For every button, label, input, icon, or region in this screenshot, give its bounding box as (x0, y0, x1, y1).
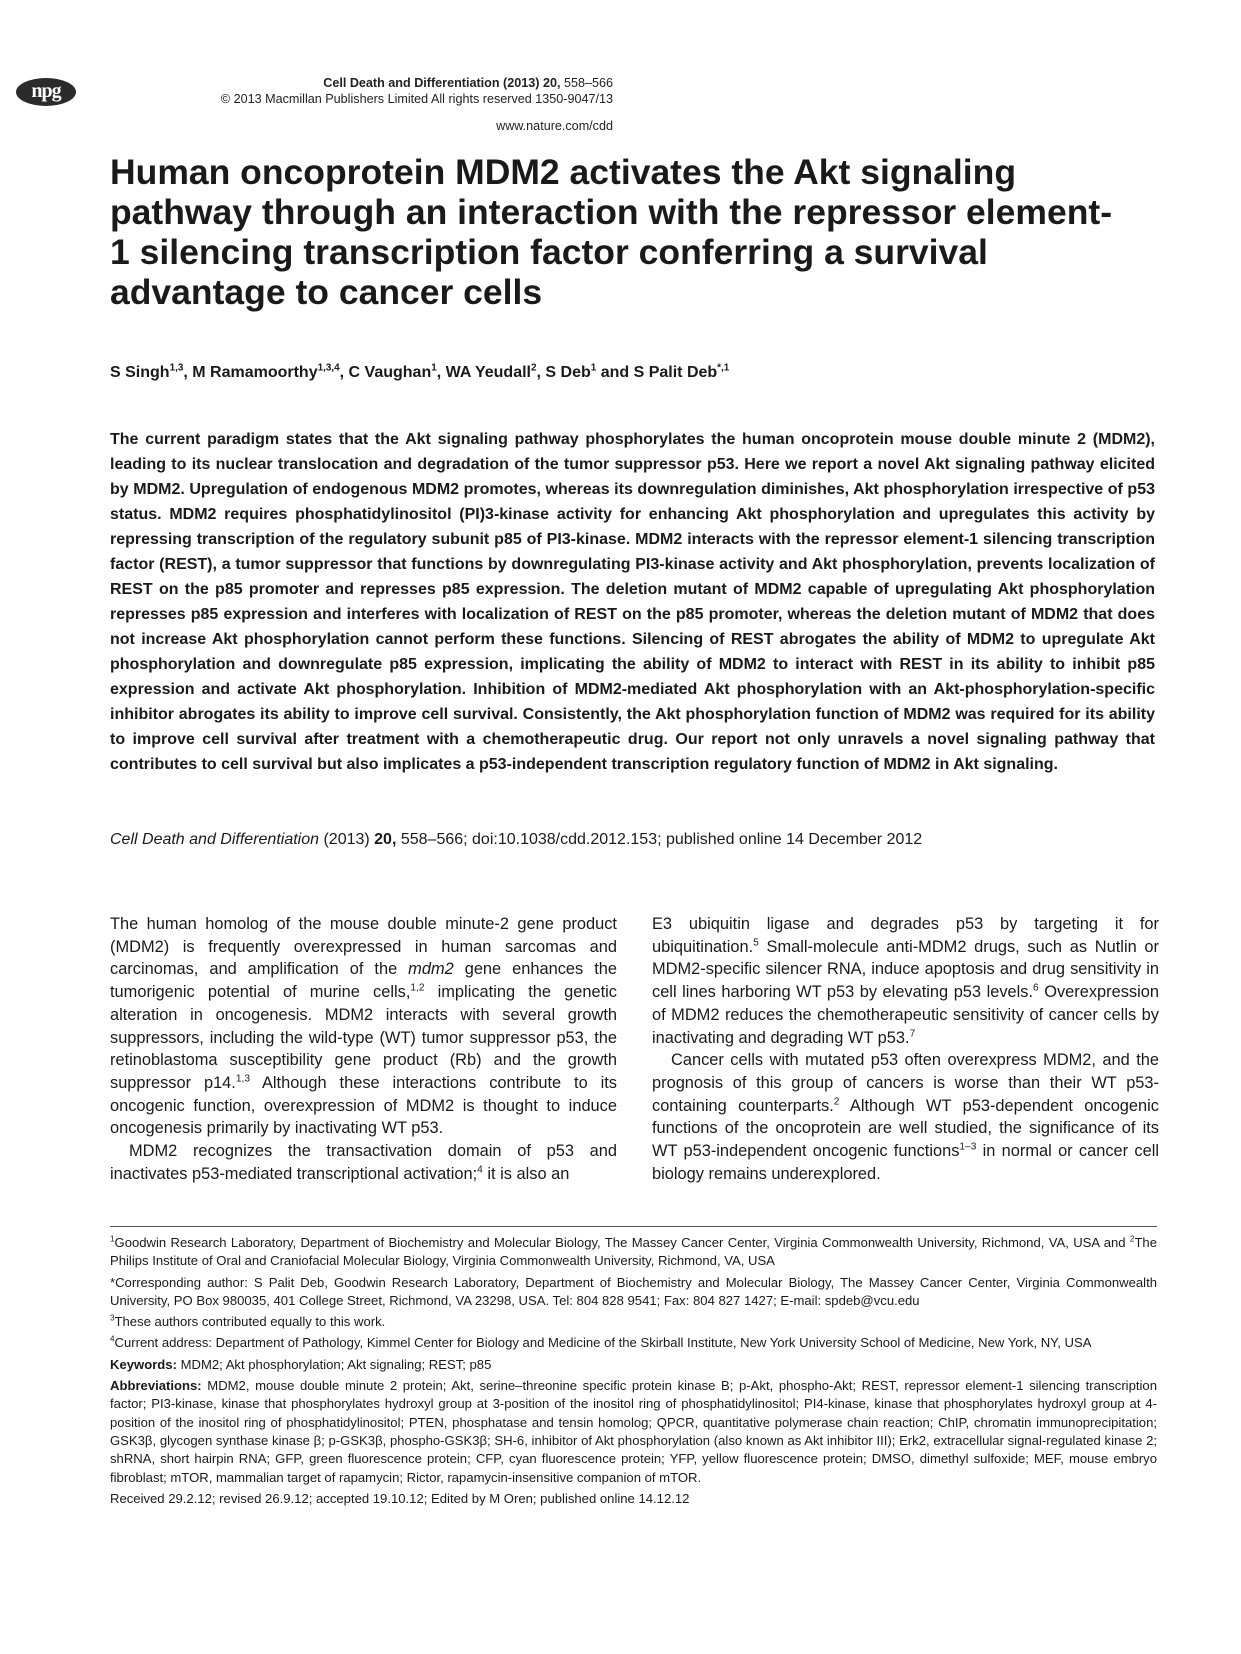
abbreviations-text: MDM2, mouse double minute 2 protein; Akt, serine–threonine specific protein kinase B; p-Akt, phospho-Akt; REST, repressor element-1 silencing transcription factor; PI3-kinase, kinase that phosphorylates hydroxyl group at 3-position of the inositol ring of phosphatidylinositol; PI4-kinase, kinase that phosphorylates hydroxyl group at 4-position of the inositol ring of phosphatidylinositol; PTEN, phosphatase and tensin homolog; QPCR, quantitative polymerase chain reaction; ChIP, chromatin immunoprecipitation; GSK3β, glycogen synthase kinase β; p-GSK3β, phospho-GSK3β; SH-6, inhibitor of Akt phosphorylation (also known as Akt inhibitor III); Erk2, extracellular signal-regulated kinase 2; shRNA, short hairpin RNA; GFP, green fluorescence protein; CFP, cyan fluorescence protein; YFP, yellow fluorescence protein; DMSO, dimethyl sulfoxide; MEF, mouse embryo fibroblast; mTOR, mammalian target of rapamycin; Rictor, rapamycin-insensitive companion of mTOR. (110, 1378, 1157, 1485)
affiliation-marker: 2 (1129, 1234, 1135, 1244)
author-affiliation: 1 (590, 362, 597, 374)
corresponding-author: *Corresponding author: S Palit Deb, Goodwin Research Laboratory, Department of Biochemistry and Molecular Biology, The Massey Cancer Center, Virginia Commonwealth University, PO Box 980035, 401 College Street, Richmond, VA 23298, USA. Tel: 804 828 9541; Fax: 804 827 1427; E-mail: spdeb@vcu.edu (110, 1274, 1157, 1308)
text-run: Although WT p53-dependent oncogenic functions of the oncoprotein are well studied, the significance of its WT p53-independent oncogenic functions (652, 1096, 1159, 1161)
author-separator: and (596, 364, 634, 381)
citation-year: (2013) (319, 831, 375, 848)
keywords-label: Keywords: (110, 1356, 177, 1372)
affiliations (110, 1234, 1157, 1271)
text-run: E3 ubiquitin ligase and degrades p53 by targeting it for ubiquitination. (652, 915, 1159, 956)
article-citation (110, 829, 1160, 851)
journal-pages: 558–566 (563, 76, 613, 90)
abstract: The current paradigm states that the Akt signaling pathway phosphorylates the human oncoprotein mouse double minute 2 (MDM2), leading to its nuclear translocation and degradation of the tumor suppressor p53. Here we report a novel Akt signaling pathway elicited by MDM2. Upregulation of endogenous MDM2 promotes, whereas its downregulation diminishes, Akt phosphorylation irrespective of p53 status. MDM2 requires phosphatidylinositol (PI)3-kinase activity for enhancing Akt phosphorylation and upregulates this activity by repressing transcription of the regulatory subunit p85 of PI3-kinase. MDM2 interacts with the repressor element-1 silencing transcription factor (REST), a tumor suppressor that functions by downregulating PI3-kinase activity and Akt phosphorylation, prevents localization of REST on the p85 promoter and represses p85 expression. The deletion mutant of MDM2 capable of upregulating Akt phosphorylation represses p85 expression and interferes with localization of REST on the p85 promoter, whereas the deletion mutant of MDM2 that does not increase Akt phosphorylation cannot perform these functions. Silencing of REST abrogates the ability of MDM2 to upregulate Akt phosphorylation and downregulate p85 expression, implicating the ability of MDM2 to interact with REST in its ability to inhibit p85 expression and activate Akt phosphorylation. Inhibition of MDM2-mediated Akt phosphorylation with an Akt-phosphorylation-specific inhibitor abrogates its ability to improve cell survival. Consistently, the Akt phosphorylation function of MDM2 was required for its ability to improve cell survival after treatment with a chemotherapeutic drug. Our report not only unravels a novel signaling pathway that contributes to cell survival but also implicates a p53-independent transcription regulatory function of MDM2 in Akt signaling. (110, 431, 1155, 773)
author-separator: , (339, 364, 349, 381)
keywords-text: MDM2; Akt phosphorylation; Akt signaling; REST; p85 (176, 1356, 492, 1372)
current-address-note (110, 1334, 1157, 1352)
equal-contribution-note (110, 1313, 1157, 1331)
note-text: Current address: Department of Pathology, Kimmel Center for Biology and Medicine of the Skirball Institute, New York University School of Medicine, New York, NY, USA (114, 1335, 1092, 1351)
body-paragraph (652, 1049, 1159, 1185)
author-affiliation: 1,3 (169, 362, 184, 374)
author-name: C Vaughan (348, 364, 432, 381)
author-list (110, 362, 1160, 384)
author-name: S Singh (110, 364, 170, 381)
keywords (110, 1356, 1157, 1374)
reference-marker[interactable]: 7 (909, 1028, 916, 1040)
citation-volume: 20, (374, 831, 397, 848)
text-run: Overexpression of MDM2 reduces the chemotherapeutic sensitivity of cancer cells by inactivating and degrading WT p53. (652, 983, 1159, 1047)
reference-marker[interactable]: 5 (753, 937, 759, 949)
note-text: These authors contributed equally to this work. (114, 1314, 386, 1330)
text-run: MDM2 recognizes the transactivation domain of p53 and inactivates p53-mediated transcriptional activation; (110, 1142, 617, 1183)
affiliation-marker: 1 (110, 1234, 115, 1244)
reference-marker[interactable]: 4 (477, 1164, 483, 1176)
received-dates: Received 29.2.12; revised 26.9.12; accepted 19.10.12; Edited by M Oren; published online 14.12.12 (110, 1490, 690, 1506)
journal-header (221, 75, 613, 134)
author-separator: , (436, 364, 446, 381)
text-run: Although these interactions contribute to its oncogenic function, overexpression of MDM2 is thought to induce oncogenesis primarily by inactivating WT p53. (110, 1073, 617, 1138)
abbreviations-label: Abbreviations: (110, 1378, 202, 1394)
author-separator: , (536, 364, 546, 381)
reference-marker[interactable]: 1,3 (235, 1073, 250, 1085)
abbreviations (110, 1377, 1157, 1487)
reference-marker[interactable]: 1,2 (410, 982, 425, 994)
body-paragraph (110, 913, 617, 1140)
article-title: Human oncoprotein MDM2 activates the Akt signaling pathway through an interaction with the repressor element-1 silencing transcription factor conferring a survival advantage to cancer cells (110, 152, 1113, 312)
affiliation-1: Goodwin Research Laboratory, Department of Biochemistry and Molecular Biology, The Massey Cancer Center, Virginia Commonwealth University, Richmond, VA, USA and (114, 1235, 1130, 1250)
author-name: M Ramamoorthy (192, 364, 318, 381)
reference-marker[interactable]: 1–3 (959, 1141, 977, 1153)
citation-journal: Cell Death and Differentiation (110, 831, 320, 848)
body-paragraph (652, 913, 1159, 1049)
journal-url[interactable]: www.nature.com/cdd (496, 119, 613, 133)
note-marker: 3 (110, 1313, 115, 1323)
npg-logo: npg (16, 78, 76, 106)
affiliation-2: The Philips Institute of Oral and Craniofacial Molecular Biology, Virginia Commonwealth University, Richmond, VA, USA (110, 1235, 1157, 1269)
text-run: Small-molecule anti-MDM2 drugs, such as Nutlin or MDM2-specific silencer RNA, induce apoptosis and drug sensitivity in cell lines harboring WT p53 by elevating p53 levels. (652, 937, 1159, 1002)
author-name: S Deb (545, 364, 591, 381)
body-column-left (110, 913, 617, 1185)
reference-marker[interactable]: 2 (833, 1096, 840, 1108)
author-separator: , (183, 364, 193, 381)
footnotes (110, 1234, 1157, 1511)
reference-marker[interactable]: 6 (1033, 982, 1039, 994)
author-affiliation: *,1 (717, 362, 730, 374)
body-column-right (652, 913, 1159, 1185)
gene-name: mdm2 (408, 960, 454, 979)
citation-details: 558–566; doi:10.1038/cdd.2012.153; published online 14 December 2012 (396, 831, 923, 848)
copyright-line: © 2013 Macmillan Publishers Limited All rights reserved 1350-9047/13 (220, 92, 613, 106)
body-paragraph (110, 1140, 617, 1185)
author-affiliation: 1,3,4 (317, 362, 340, 374)
footnote-divider (110, 1226, 1157, 1227)
journal-name: Cell Death and Differentiation (2013) 20, (323, 76, 561, 90)
author-affiliation: 2 (530, 362, 537, 374)
author-name: WA Yeudall (445, 364, 531, 381)
note-marker: 4 (110, 1335, 115, 1345)
text-run: in normal or cancer cell biology remains underexplored. (652, 1142, 1159, 1183)
text-run: gene enhances the tumorigenic potential of murine cells, (110, 960, 617, 1002)
text-run: Cancer cells with mutated p53 often overexpress MDM2, and the prognosis of this group of cancers is worse than their WT p53-containing counterparts. (652, 1051, 1159, 1115)
text-run: it is also an (482, 1164, 570, 1183)
text-run: The human homolog of the mouse double minute-2 gene product (MDM2) is frequently overexpressed in human sarcomas and carcinomas, and amplification of the (110, 915, 617, 979)
text-run: implicating the genetic alteration in oncogenesis. MDM2 interacts with several growth suppressors, including the wild-type (WT) tumor suppressor p53, the retinoblastoma susceptibility gene product (Rb) and the growth suppressor p14. (110, 983, 617, 1092)
author-name: S Palit Deb (633, 364, 718, 381)
author-affiliation: 1 (431, 362, 437, 374)
journal-citation-line (221, 75, 613, 91)
